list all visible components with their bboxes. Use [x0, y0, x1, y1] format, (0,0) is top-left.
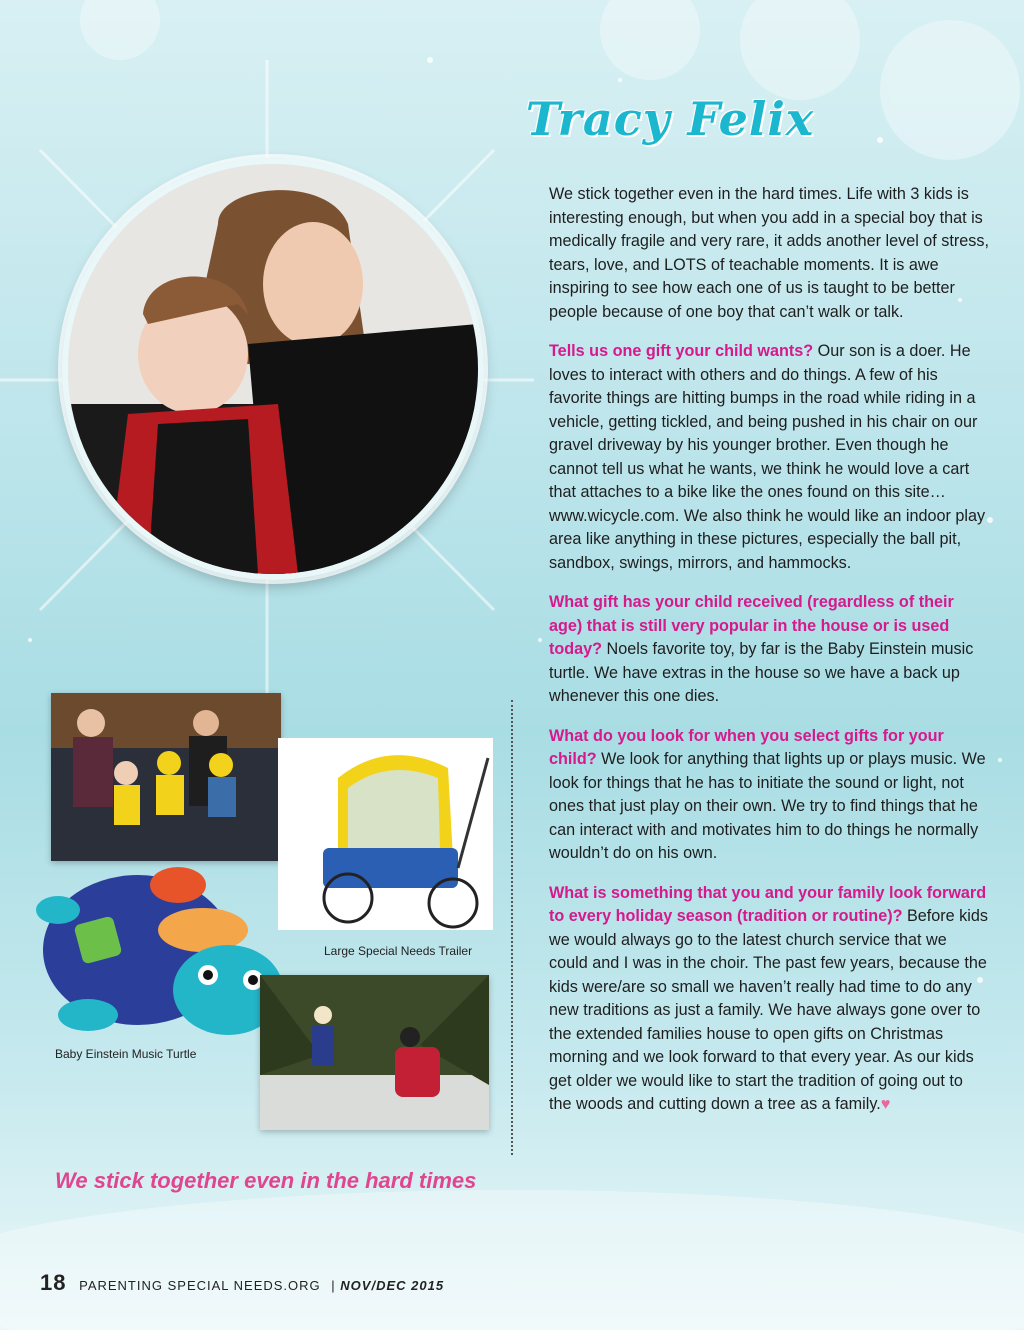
page-number: 18 — [40, 1270, 67, 1295]
turtle-toy-image — [28, 850, 290, 1040]
question: What gift has your child received (regardless of their age) that is still very popular in the house or is used today? — [549, 593, 954, 658]
footer-separator: | — [331, 1278, 336, 1293]
page-title: Tracy Felix — [525, 92, 815, 146]
question: Tells us one gift your child wants? — [549, 342, 814, 360]
question: What do you look for when you select gifts for your child? — [549, 726, 944, 768]
trailer-photo — [278, 738, 493, 930]
qa-item — [549, 340, 989, 575]
qa-item — [549, 591, 989, 709]
mother-and-son-photo — [62, 158, 484, 580]
page-footer — [40, 1270, 444, 1296]
qa-item — [549, 882, 989, 1117]
issue-date: NOV/DEC 2015 — [340, 1278, 445, 1293]
column-divider — [511, 700, 513, 1155]
turtle-caption: Baby Einstein Music Turtle — [55, 1047, 197, 1061]
intro-paragraph: We stick together even in the hard times. Life with 3 kids is interesting enough, but when you add in a special boy that is medically fragile and very rare, it adds another level of stress, tears, love, and LOTS of teachable moments. It is awe inspiring to see how each one of us is taught to be better people because of one boy that can’t walk or talk. — [549, 185, 989, 321]
article-body — [549, 183, 989, 1133]
answer: Before kids we would always go to the latest church service that we could and I was in the choir. The past few years, because the kids were/are so small we haven’t really had time to do any new traditions as just a family. We have always gone over to the extended families house to open gifts on Christmas morning and we look forward to that every year. As our kids get older we would like to start the tradition of going out to the woods and cutting down a tree as a family. — [549, 907, 988, 1113]
magazine-name: PARENTING SPECIAL NEEDS.ORG — [79, 1278, 321, 1293]
answer: Noels favorite toy, by far is the Baby Einstein music turtle. We have extras in the house so we have a back up whenever this one dies. — [549, 640, 974, 705]
answer: We look for anything that lights up or plays music. We look for things that he has to initiate the sound or light, not ones that just play on their own. We try to find things that he can interact with and motivates him to do things he normally wouldn’t do on his own. — [549, 750, 986, 862]
trailer-caption: Large Special Needs Trailer — [324, 944, 473, 958]
question: What is something that you and your family look forward to every holiday season (tradition or routine)? — [549, 883, 987, 925]
answer: Our son is a doer. He loves to interact with others and do things. A few of his favorite things are hitting bumps in the road while riding in a vehicle, getting tickled, and being pushed in his chair on our gravel driveway by his younger brother. Even though he cannot tell us what he wants, we think he would love a cart that attaches to a bike like the ones found on this site…www.wicycle.com. We also think he would like an indoor play area like anything in these pictures, especially the ball pit, sandbox, swings, mirrors, and hammocks. — [549, 342, 986, 572]
qa-item — [549, 725, 989, 866]
heart-icon: ♥ — [880, 1095, 891, 1113]
family-photo — [51, 693, 281, 861]
tree-cutting-photo — [260, 975, 489, 1130]
tagline: We stick together even in the hard times — [55, 1168, 477, 1193]
